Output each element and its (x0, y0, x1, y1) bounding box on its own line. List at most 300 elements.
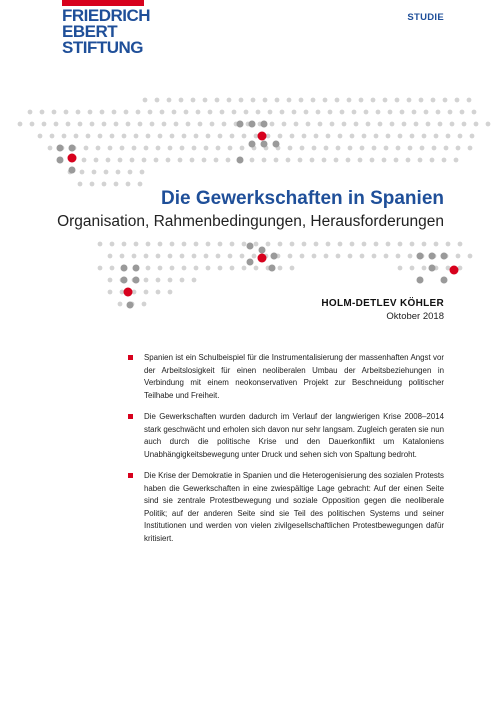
map-dot (348, 146, 353, 151)
map-dot (456, 146, 461, 151)
map-dot (429, 265, 436, 272)
map-dot (378, 122, 383, 127)
map-dot (418, 158, 423, 163)
map-dot (294, 122, 299, 127)
map-dot (215, 98, 220, 103)
page-title: Die Gewerkschaften in Spanien (161, 188, 444, 209)
map-dot (192, 146, 197, 151)
map-dot (192, 278, 197, 283)
map-dot (166, 158, 171, 163)
map-dot (170, 266, 175, 271)
map-dot (326, 134, 331, 139)
map-dot (376, 110, 381, 115)
map-dot (172, 110, 177, 115)
map-dot (226, 158, 231, 163)
map-dot (126, 182, 131, 187)
map-dot (57, 145, 64, 152)
map-dot (179, 98, 184, 103)
map-dot (130, 158, 135, 163)
map-dot (120, 254, 125, 259)
map-dot (88, 110, 93, 115)
map-dot (64, 110, 69, 115)
bullet-square-icon (128, 414, 133, 419)
map-dot (338, 242, 343, 247)
map-dot (78, 122, 83, 127)
map-dot (76, 110, 81, 115)
map-dot (174, 122, 179, 127)
map-dot (134, 242, 139, 247)
map-dot (202, 158, 207, 163)
map-dot (127, 302, 134, 309)
map-dot (52, 110, 57, 115)
map-dot (407, 98, 412, 103)
logo-line-1: FRIEDRICH (62, 6, 151, 25)
map-dot (314, 134, 319, 139)
map-dot (287, 98, 292, 103)
map-dot (168, 290, 173, 295)
map-dot (266, 242, 271, 247)
map-dot (410, 242, 415, 247)
map-dot (347, 98, 352, 103)
map-dot (467, 98, 472, 103)
map-dot (203, 98, 208, 103)
map-dot (228, 146, 233, 151)
map-dot (342, 122, 347, 127)
map-dot (462, 122, 467, 127)
map-dot (372, 146, 377, 151)
logo-line-3: STIFTUNG (62, 38, 143, 57)
map-dot (108, 278, 113, 283)
summary-item (128, 352, 444, 402)
map-dot (118, 302, 123, 307)
map-dot (254, 266, 259, 271)
map-dot (138, 182, 143, 187)
map-dot (168, 254, 173, 259)
map-dot (269, 265, 276, 272)
map-dot (158, 242, 163, 247)
map-dot (204, 146, 209, 151)
map-dot (304, 110, 309, 115)
map-dot (108, 146, 113, 151)
map-dot (144, 278, 149, 283)
map-dot (196, 110, 201, 115)
map-dot (474, 122, 479, 127)
map-dot (232, 110, 237, 115)
map-dot (424, 110, 429, 115)
map-dot (69, 167, 76, 174)
map-dot (298, 158, 303, 163)
map-dot (410, 266, 415, 271)
map-dot (156, 290, 161, 295)
map-dot (280, 110, 285, 115)
map-dot (120, 146, 125, 151)
map-dot (429, 253, 436, 260)
map-dot (214, 158, 219, 163)
map-dot (274, 158, 279, 163)
map-dot (247, 259, 254, 266)
map-dot (208, 110, 213, 115)
map-dot (420, 146, 425, 151)
map-dot (374, 134, 379, 139)
map-dot (288, 146, 293, 151)
map-dot (352, 110, 357, 115)
map-dot (270, 122, 275, 127)
map-dot (310, 158, 315, 163)
map-dot (220, 110, 225, 115)
map-dot (441, 253, 448, 260)
map-dot (227, 98, 232, 103)
map-dot (311, 98, 316, 103)
author-name: HOLM-DETLEV KÖHLER (321, 298, 444, 309)
map-dot (396, 254, 401, 259)
map-dot (273, 141, 280, 148)
map-dot (168, 146, 173, 151)
map-dot (40, 110, 45, 115)
map-dot (468, 254, 473, 259)
map-dot (430, 158, 435, 163)
map-dot (374, 242, 379, 247)
map-dot (434, 242, 439, 247)
map-dot (300, 146, 305, 151)
map-dot (438, 122, 443, 127)
map-dot (112, 110, 117, 115)
map-dot (335, 98, 340, 103)
summary-item-text: Die Gewerkschaften wurden dadurch im Verlauf der langwierigen Krise 2008–2014 stark geschwächt und erholen sich davon nur sehr langsam. Zugleich geraten sie nun auch durch die politische Krise und den Dauerkonflikt um Kataloniens Unabhängigkeitsbewegung unter Druck und sehen sich von Spaltung bedroht. (144, 412, 444, 459)
map-dot (340, 110, 345, 115)
map-dot (218, 134, 223, 139)
map-dot (360, 146, 365, 151)
map-dot (354, 122, 359, 127)
map-dot (364, 110, 369, 115)
map-dot (126, 122, 131, 127)
map-dot (338, 134, 343, 139)
map-dot (180, 146, 185, 151)
map-dot (386, 134, 391, 139)
map-dot (106, 158, 111, 163)
map-dot (30, 122, 35, 127)
map-dot (426, 122, 431, 127)
map-dot (216, 146, 221, 151)
map-dot (48, 146, 53, 151)
map-dot (142, 302, 147, 307)
map-dot (98, 134, 103, 139)
map-dot (242, 266, 247, 271)
map-dot (121, 277, 128, 284)
map-dot (218, 242, 223, 247)
map-dot (192, 254, 197, 259)
map-dot (422, 266, 427, 271)
map-dot (456, 254, 461, 259)
summary-item-text: Die Krise der Demokratie in Spanien und die Heterogenisierung des sozialen Protests haben die Gewerkschaften in eine zwiespältige Lage gebracht: Auf der einen Seite sind sie zentrale Protestbewegung und soziale Opposition gegen die neoliberale Politik; auf der anderen Seite sind sie Teil des politischen Systems und seiner Institutionen und werden von vielen zivilgesellschaftlichen Protestbewegungen dafür kritisiert. (144, 471, 444, 543)
map-dot (247, 243, 254, 250)
map-dot (124, 110, 129, 115)
map-dot (178, 158, 183, 163)
map-dot (328, 110, 333, 115)
map-dot (69, 145, 76, 152)
map-dot (395, 98, 400, 103)
map-dot (312, 146, 317, 151)
map-dot (114, 122, 119, 127)
map-dot (360, 254, 365, 259)
map-dot (460, 110, 465, 115)
map-dot (140, 170, 145, 175)
map-dot (446, 134, 451, 139)
summary-item-text: Spanien ist ein Schulbeispiel für die Instrumentalisierung der massenhaften Angst vor der Arbeitslosigkeit für einen neoliberalen Umbau der Arbeitsbeziehungen in Verbindung mit einem neokonservativen Projekt zur Beschneidung politischer Teilhabe und Freiheit. (144, 353, 444, 400)
map-dot (146, 242, 151, 247)
map-dot (442, 158, 447, 163)
map-dot (384, 254, 389, 259)
summary-list (128, 352, 444, 554)
map-dot (133, 265, 140, 272)
map-dot (322, 158, 327, 163)
map-dot (18, 122, 23, 127)
map-dot (306, 122, 311, 127)
map-dot (57, 157, 64, 164)
map-dot (230, 134, 235, 139)
map-dot (94, 158, 99, 163)
map-dot (228, 254, 233, 259)
map-dot (455, 98, 460, 103)
map-dot (258, 132, 267, 141)
map-dot (54, 122, 59, 127)
map-dot (275, 98, 280, 103)
map-dot (230, 242, 235, 247)
map-dot (458, 242, 463, 247)
map-dot (110, 134, 115, 139)
map-dot (259, 247, 266, 254)
map-dot (167, 98, 172, 103)
map-dot (144, 254, 149, 259)
map-dot (249, 141, 256, 148)
map-dot (194, 266, 199, 271)
map-dot (116, 170, 121, 175)
map-dot (182, 266, 187, 271)
map-dot (68, 154, 77, 163)
map-dot (50, 134, 55, 139)
map-dot (242, 242, 247, 247)
map-dot (110, 242, 115, 247)
map-dot (132, 254, 137, 259)
map-dot (170, 242, 175, 247)
map-dot (450, 266, 459, 275)
map-dot (132, 146, 137, 151)
map-dot (96, 146, 101, 151)
map-dot (170, 134, 175, 139)
map-dot (261, 121, 268, 128)
map-dot (98, 242, 103, 247)
map-dot (98, 266, 103, 271)
map-dot (419, 98, 424, 103)
map-dot (318, 122, 323, 127)
map-dot (190, 158, 195, 163)
map-dot (244, 110, 249, 115)
map-dot (114, 182, 119, 187)
map-dot (237, 121, 244, 128)
map-dot (396, 146, 401, 151)
map-dot (134, 134, 139, 139)
map-dot (104, 170, 109, 175)
map-dot (100, 110, 105, 115)
map-dot (162, 122, 167, 127)
map-dot (302, 242, 307, 247)
map-dot (158, 134, 163, 139)
map-dot (302, 134, 307, 139)
map-dot (346, 158, 351, 163)
map-dot (254, 242, 259, 247)
map-dot (146, 134, 151, 139)
map-dot (362, 242, 367, 247)
map-dot (263, 98, 268, 103)
page-subtitle: Organisation, Rahmenbedingungen, Herausforderungen (57, 213, 444, 230)
map-dot (386, 242, 391, 247)
map-dot (398, 266, 403, 271)
map-dot (206, 134, 211, 139)
map-dot (150, 122, 155, 127)
map-dot (158, 266, 163, 271)
map-dot (90, 182, 95, 187)
map-dot (182, 242, 187, 247)
map-dot (90, 122, 95, 127)
map-dot (300, 254, 305, 259)
map-dot (412, 110, 417, 115)
map-dot (422, 134, 427, 139)
map-dot (330, 122, 335, 127)
map-dot (406, 158, 411, 163)
map-dot (249, 121, 256, 128)
map-dot (222, 122, 227, 127)
map-dot (324, 146, 329, 151)
map-dot (468, 146, 473, 151)
map-dot (194, 134, 199, 139)
map-dot (382, 158, 387, 163)
map-dot (261, 141, 268, 148)
map-dot (400, 110, 405, 115)
logo-line-2: EBERT (62, 22, 118, 41)
map-dot (432, 146, 437, 151)
world-dot-map (0, 0, 504, 320)
map-dot (271, 253, 278, 260)
map-dot (362, 134, 367, 139)
publication-date: Oktober 2018 (386, 311, 444, 322)
map-dot (108, 290, 113, 295)
map-dot (410, 134, 415, 139)
map-dot (240, 254, 245, 259)
map-dot (102, 122, 107, 127)
map-dot (288, 254, 293, 259)
map-dot (146, 266, 151, 271)
map-dot (486, 122, 491, 127)
map-dot (80, 170, 85, 175)
map-dot (82, 158, 87, 163)
map-dot (336, 146, 341, 151)
map-dot (186, 122, 191, 127)
map-dot (278, 242, 283, 247)
map-dot (458, 134, 463, 139)
map-dot (256, 110, 261, 115)
map-dot (358, 158, 363, 163)
map-dot (371, 98, 376, 103)
map-dot (372, 254, 377, 259)
map-dot (388, 110, 393, 115)
map-dot (156, 254, 161, 259)
map-dot (370, 158, 375, 163)
map-dot (290, 242, 295, 247)
map-dot (398, 134, 403, 139)
map-dot (443, 98, 448, 103)
map-dot (314, 242, 319, 247)
map-dot (278, 266, 283, 271)
map-dot (350, 134, 355, 139)
map-dot (444, 146, 449, 151)
map-dot (142, 158, 147, 163)
map-dot (191, 98, 196, 103)
summary-item (128, 411, 444, 461)
map-dot (422, 242, 427, 247)
map-dot (366, 122, 371, 127)
map-dot (160, 110, 165, 115)
map-dot (282, 122, 287, 127)
document-type-label: STUDIE (407, 12, 444, 23)
map-dot (108, 254, 113, 259)
map-dot (168, 278, 173, 283)
map-dot (262, 158, 267, 163)
map-dot (138, 122, 143, 127)
map-dot (252, 254, 257, 259)
map-dot (417, 277, 424, 284)
map-dot (292, 110, 297, 115)
map-dot (446, 242, 451, 247)
map-dot (286, 158, 291, 163)
map-dot (216, 254, 221, 259)
map-dot (144, 290, 149, 295)
map-dot (242, 134, 247, 139)
map-dot (144, 146, 149, 151)
map-dot (122, 134, 127, 139)
map-dot (448, 110, 453, 115)
map-dot (154, 158, 159, 163)
map-dot (42, 122, 47, 127)
map-dot (268, 110, 273, 115)
map-dot (86, 134, 91, 139)
map-dot (390, 122, 395, 127)
map-dot (434, 134, 439, 139)
map-dot (92, 170, 97, 175)
map-dot (384, 146, 389, 151)
map-dot (316, 110, 321, 115)
bullet-square-icon (128, 473, 133, 478)
map-dot (326, 242, 331, 247)
map-dot (230, 266, 235, 271)
map-dot (251, 98, 256, 103)
map-dot (299, 98, 304, 103)
map-dot (156, 146, 161, 151)
map-dot (290, 266, 295, 271)
map-dot (237, 157, 244, 164)
map-dot (470, 134, 475, 139)
map-dot (359, 98, 364, 103)
map-dot (84, 146, 89, 151)
map-dot (240, 146, 245, 151)
map-dot (194, 242, 199, 247)
map-dot (450, 122, 455, 127)
map-dot (394, 158, 399, 163)
map-dot (436, 110, 441, 115)
map-dot (472, 110, 477, 115)
map-dot (278, 134, 283, 139)
map-dot (218, 266, 223, 271)
map-dot (184, 110, 189, 115)
map-dot (408, 146, 413, 151)
